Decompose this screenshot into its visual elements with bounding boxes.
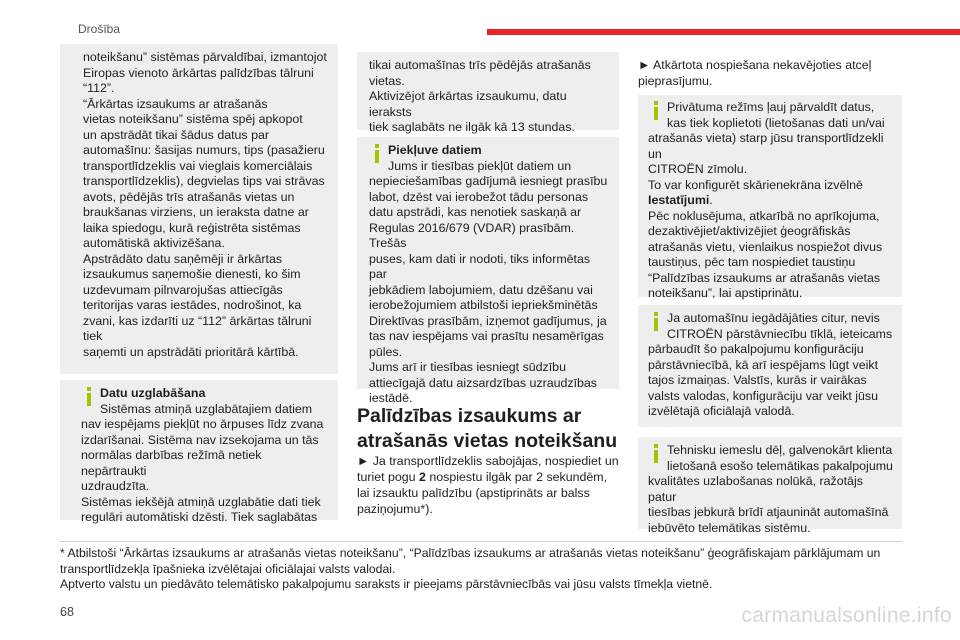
text-line: puses, kam dati ir nodoti, tiks informētas par	[369, 251, 591, 281]
text-line: kvalitātes uzlabošanas nolūkā, ražotājs patur	[648, 474, 863, 504]
section-title: Drošība	[78, 22, 121, 36]
text-line: jebkādiem labojumiem, datu dzēšanu vai	[369, 282, 593, 297]
text-line: uzdraudzīta.	[81, 479, 150, 493]
text-line: Sistēmas atmiņā uzglabātajiem datiem	[100, 401, 313, 416]
text-line: automašīnu: šasijas numurs, tips (pasažieru	[83, 143, 325, 157]
footnote-divider	[60, 541, 902, 542]
text-line: noteikšanu”, lai apstiprinātu.	[648, 286, 803, 300]
text-line: teritorijas varas iestādes, nodrošinot, ka	[83, 298, 302, 312]
text-line: iebūvēto telemātikas sistēmu.	[648, 520, 811, 535]
info-box-stored-locations	[357, 52, 619, 134]
text-line: Aptverto valstu un piedāvāto telemātisko pakalpojumu saraksts ir pieejams pārstāvniecībās vai jūsu valsts tīmekļa vietnē.	[60, 577, 713, 591]
text-line: transportlīdzeklis), degvielas tips vai strāvas	[83, 174, 325, 188]
text-line: Privātuma režīms ļauj pārvaldīt datus,	[667, 100, 875, 114]
text-line: atrašanās vietu, vienlaikus nospiežot divus	[648, 239, 883, 254]
text-line: ► Atkārtota nospiešana nekavējoties atceļ	[638, 58, 872, 72]
note-telematics-update	[638, 437, 902, 535]
text-line: nav iespējams piekļūt no ārpuses līdz zvana	[81, 417, 324, 431]
note-title: Datu uzglabāšana	[100, 386, 206, 400]
note-data-access	[357, 137, 619, 405]
text-line: Jums ir tiesības piekļūt datiem un	[388, 158, 572, 173]
text-line: Sistēmas iekšējā atmiņā uzglabātie dati tiek	[81, 494, 321, 509]
text-line: tikai automašīnas trīs pēdējās atrašanās	[369, 58, 591, 72]
text-line: un apstrādāt tikai šādus datus par	[83, 127, 269, 142]
text-line: Regulas 2016/679 (VDAR) prasībām. Trešās	[369, 220, 575, 250]
text-line: pārbaudīt šo pakalpojumu konfigurāciju	[648, 342, 864, 356]
text-line: transportlīdzekļa īpašnieka izvēlētajai oficiālajai valsts valodai.	[60, 561, 396, 576]
text-line: taustiņus, pēc tam nospiediet taustiņu	[648, 255, 856, 269]
text-line: Jums arī ir tiesības iesniegt sūdzību	[369, 360, 566, 374]
info-box-text	[83, 50, 328, 360]
note-purchase-elsewhere	[638, 305, 902, 427]
text-line: atrašanās vieta) starp jūsu transportlīdzekli un	[648, 131, 884, 161]
text-line: CITROËN zīmolu.	[648, 162, 748, 176]
text-line: zvani, kas izdarīti uz “112” ārkārtas tālruni tiek	[83, 313, 312, 343]
info-box-emergency-data	[60, 44, 338, 374]
text-line: automātiskā aktivizēšana.	[83, 236, 225, 250]
info-icon	[369, 144, 384, 163]
text-line: tiek saglabāts ne ilgāk kā 13 stundas.	[369, 120, 575, 134]
text-line: turiet pogu 2 nospiestu ilgāk par 2 sekundēm,	[357, 470, 608, 484]
text-line: Tehnisku iemeslu dēļ, galvenokārt klienta	[667, 443, 893, 457]
heading-line: atrašanās vietas noteikšanu	[357, 430, 618, 452]
page-number: 68	[60, 605, 74, 619]
text-line: tajos izmaiņas. Valstīs, kurās ir vairākas	[648, 373, 867, 387]
text-line: uzdevumam pilnvarojušas attiecīgās	[83, 282, 283, 297]
text-line: pārstāvniecībā, kā arī iespējams lūgt veikt	[648, 357, 879, 372]
text-line: vietas.	[369, 73, 405, 88]
text-line: izvēlētajā oficiālajā valodā.	[648, 404, 795, 418]
text-line: avots, pēdējās trīs atrašanās vietas un	[83, 189, 295, 204]
text-line: paziņojumu*).	[357, 502, 433, 516]
info-icon	[648, 444, 663, 463]
note-header	[648, 311, 894, 342]
text-line: “112”.	[83, 81, 115, 95]
text-line: * Atbilstoši “Ārkārtas izsaukums ar atrašanās vietas noteikšanu”, “Palīdzības izsaukums ar atrašanās vietas noteikšanu” ģeogrāfiskajam pārklājumam un	[60, 546, 881, 560]
note-header	[648, 100, 894, 131]
text-line: lai izsauktu palīdzību (apstiprināts ar balss	[357, 486, 590, 500]
text-line	[648, 193, 894, 209]
text-line: “Palīdzības izsaukums ar atrašanās vietas	[648, 270, 881, 285]
text-line: kas tiek koplietoti (lietošanas dati un/vai	[667, 115, 885, 130]
info-icon	[648, 312, 663, 331]
text-line: Eiropas vienoto ārkārtas palīdzības tālruni	[83, 65, 314, 80]
text-line: “Ārkārtas izsaukums ar atrašanās	[83, 96, 268, 111]
note-title: Piekļuve datiem	[388, 143, 482, 157]
assistance-call-instructions	[357, 453, 632, 517]
text-line: braukšanas virziens, un ieraksta datne ar	[83, 205, 309, 219]
text-line: Direktīvas prasībām, izņemot gadījumus, ja	[369, 313, 607, 328]
text-line: nepieciešamības gadījumā iesniegt prasību	[369, 174, 608, 188]
section-heading	[357, 404, 627, 454]
text-line: izdarīšanai. Sistēma nav izsekojama un tās	[81, 432, 319, 447]
text-line: noteikšanu” sistēmas pārvaldībai, izmantojot	[83, 50, 327, 64]
text-line: tas nav iespējams vai prasītu nesamērīgas	[369, 329, 604, 343]
note-data-storage	[60, 380, 338, 524]
text-line: Apstrādāto datu saņēmēji ir ārkārtas	[83, 251, 283, 266]
section-accent-bar	[487, 29, 960, 35]
info-icon	[81, 387, 96, 406]
text-line: datu apstrādi, kas nenotiek saskaņā ar	[369, 205, 582, 219]
text-line: ierobežojumiem atbilstoši iepriekšminētās	[369, 298, 598, 312]
text-line: pieprasījumu.	[638, 74, 713, 88]
text-line: iestādē.	[369, 391, 413, 405]
note-header	[81, 386, 330, 417]
punctuation: .	[709, 193, 713, 207]
text-line: laika spiedogu, kurā reģistrēta sistēmas	[83, 220, 301, 235]
text-line: CITROËN pārstāvniecību tīklā, ieteicams	[667, 326, 893, 341]
text-line: dezaktivējiet/aktivizējiet ģeogrāfiskās	[648, 224, 851, 238]
text-line: vietas noteikšanu” sistēma spēj apkopot	[83, 112, 303, 126]
text-line: lietošanā esošo telemātikas pakalpojumu	[667, 458, 893, 473]
text-line: ► Ja transportlīdzeklis sabojājas, nospiediet un	[357, 454, 619, 468]
footnote	[60, 546, 910, 593]
text-line: Aktivizējot ārkārtas izsaukumu, datu ieraksts	[369, 89, 567, 119]
note-header	[369, 143, 611, 174]
settings-menu-name: Iestatījumi	[648, 193, 710, 207]
note-privacy-mode	[638, 95, 902, 300]
text-line: labot, dzēst vai ierobežot tādu personas	[369, 189, 589, 204]
text-line: transportlīdzeklis vai vieglais komerciālais	[83, 158, 313, 173]
info-icon	[648, 101, 663, 120]
heading-line: Palīdzības izsaukums ar	[357, 405, 582, 427]
text-line: tiesības jebkurā brīdī atjaunināt automašīnā	[648, 505, 889, 519]
text-line: pūles.	[369, 344, 403, 359]
text-line: valsts valodas, konfigurāciju var veikt jūsu	[648, 388, 879, 403]
text-line: saņemti un apstrādāti prioritārā kārtībā.	[83, 344, 299, 359]
text-line: attiecīgajā datu aizsardzības uzraudzības	[369, 375, 597, 390]
text-line: Pēc noklusējuma, atkarībā no aprīkojuma,	[648, 208, 880, 223]
text-line: izsaukumus saņemošie dienesti, ko šim	[83, 267, 301, 281]
cancel-request-instructions	[638, 57, 908, 89]
note-header	[648, 443, 894, 474]
text-line: normālas darbības režīmā netiek nepārtraukti	[81, 448, 262, 478]
watermark: carmanualsonline.info	[741, 604, 952, 627]
text-line: To var konfigurēt skārienekrāna izvēlnē	[648, 177, 863, 192]
text-line: Ja automašīnu iegādājāties citur, nevis	[667, 311, 880, 325]
text-line: regulāri automātiski dzēsti. Tiek saglabātas	[81, 510, 318, 524]
